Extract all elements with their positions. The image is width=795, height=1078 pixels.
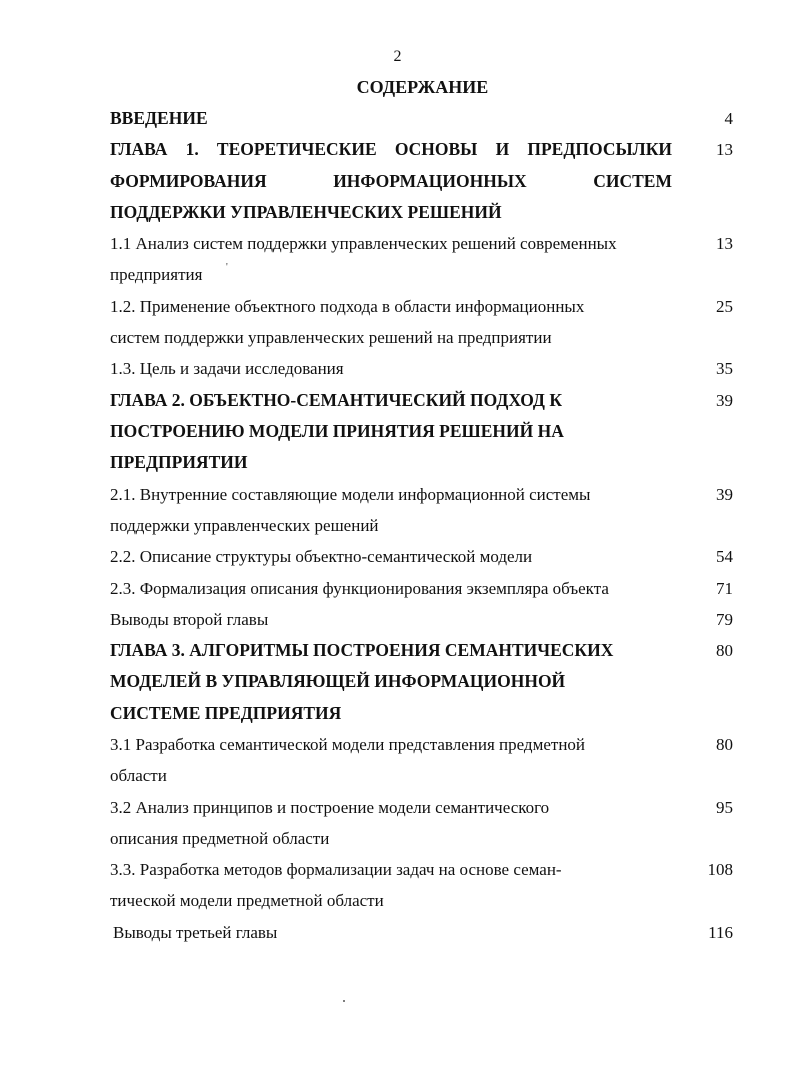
toc-entry-page: 116	[708, 922, 733, 942]
toc-entry-page: 80	[716, 735, 733, 754]
toc-entry-line: 2.1. Внутренние составляющие модели информационной системы	[110, 484, 591, 504]
toc-entry-text	[110, 573, 672, 604]
toc-entry-line: ГЛАВА 1. ТЕОРЕТИЧЕСКИЕ ОСНОВЫ И ПРЕДПОСЫЛКИ	[110, 139, 672, 160]
toc-entry-line: ВВЕДЕНИЕ	[110, 108, 208, 128]
toc-entry-line: ПОСТРОЕНИЮ МОДЕЛИ ПРИНЯТИЯ РЕШЕНИЙ НА	[110, 420, 564, 441]
toc-entry-line: 1.2. Применение объектного подхода в области информационных	[110, 296, 585, 316]
toc-entry-line: предприятия	[110, 265, 203, 285]
toc-entry-page: 35	[716, 359, 733, 379]
toc-entry-text	[110, 103, 672, 134]
toc-entry-line: МОДЕЛЕЙ В УПРАВЛЯЮЩЕЙ ИНФОРМАЦИОННОЙ	[110, 671, 566, 692]
toc-entry-text	[110, 729, 672, 792]
toc-entry-line: Выводы третьей главы	[113, 922, 278, 942]
stray-dot	[343, 1000, 345, 1002]
toc-entry-text	[110, 134, 672, 228]
toc-entry-line: тической модели предметной области	[110, 891, 384, 911]
toc-entry-page: 13	[716, 234, 733, 254]
toc-entry-text	[110, 291, 672, 354]
toc-entry-line: Выводы второй главы	[110, 609, 269, 629]
toc-entry-line: систем поддержки управленческих решений на предприятии	[110, 328, 552, 348]
toc-entry-text	[110, 385, 672, 479]
toc-entry-line: области	[110, 766, 167, 786]
toc-entry-line: 3.2 Анализ принципов и построение модели семантического	[110, 797, 550, 817]
toc-entry-line: описания предметной области	[110, 828, 330, 848]
toc-entry-line: 3.3. Разработка методов формализации задач на основе семан-	[110, 860, 562, 880]
toc-entry-line: 2.2. Описание структуры объектно-семантической модели	[110, 547, 533, 567]
toc-entry-line: ГЛАВА 3. АЛГОРИТМЫ ПОСТРОЕНИЯ СЕМАНТИЧЕСКИХ	[110, 640, 614, 661]
toc-entry-page: 54	[716, 547, 733, 567]
toc-title: СОДЕРЖАНИЕ	[356, 77, 489, 97]
toc-entry-line: ГЛАВА 2. ОБЪЕКТНО-СЕМАНТИЧЕСКИЙ ПОДХОД К	[110, 389, 563, 410]
toc-entry-line: 3.1 Разработка семантической модели представления предметной	[110, 735, 586, 754]
toc-entry-page: 71	[716, 578, 733, 598]
toc-entry-page: 13	[716, 140, 733, 160]
toc-entry-line: 1.1 Анализ систем поддержки управленческих решений современных	[110, 234, 617, 254]
toc-entry-text	[110, 792, 672, 855]
toc-entry-page: 39	[716, 390, 733, 410]
toc-entry-text	[110, 228, 672, 291]
stray-mark: '	[226, 262, 228, 273]
toc-entry-page: 4	[724, 109, 733, 128]
toc-entry-text	[110, 604, 672, 635]
toc-entry-page: 39	[716, 484, 733, 504]
toc-entry-text	[110, 635, 672, 729]
page-number: 2	[393, 48, 402, 65]
toc-entry-text	[110, 854, 672, 917]
toc-entry-line: поддержки управленческих решений	[110, 515, 379, 535]
toc-entry-text	[110, 541, 672, 572]
toc-entry-text	[110, 479, 672, 542]
toc-entry-line: ФОРМИРОВАНИЯ ИНФОРМАЦИОННЫХ СИСТЕМ	[110, 170, 672, 191]
toc-entry-page: 80	[716, 641, 733, 661]
toc-entry-text	[110, 353, 672, 384]
toc-entry-line: СИСТЕМЕ ПРЕДПРИЯТИЯ	[110, 702, 342, 723]
toc-entry-line: 1.3. Цель и задачи исследования	[110, 359, 344, 379]
toc-entry-text	[113, 917, 675, 948]
toc-entry-page: 25	[716, 296, 733, 316]
toc-entry-page: 95	[716, 797, 733, 817]
toc-entry-page: 79	[716, 609, 733, 629]
toc-entry-line: ПРЕДПРИЯТИИ	[110, 452, 248, 473]
toc-entry-line: ПОДДЕРЖКИ УПРАВЛЕНЧЕСКИХ РЕШЕНИЙ	[110, 201, 502, 222]
toc-entry-page: 108	[707, 860, 733, 880]
toc-entry-line: 2.3. Формализация описания функционирования экземпляра объекта	[110, 578, 609, 598]
